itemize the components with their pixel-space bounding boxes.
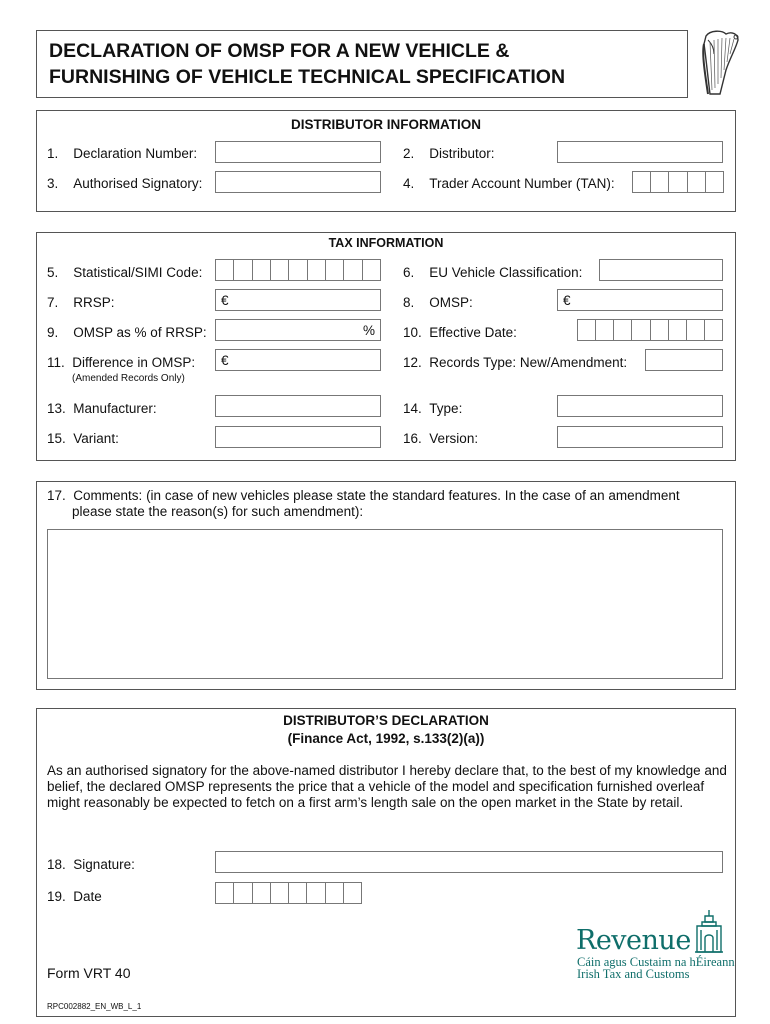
label-omsp: 8. OMSP:: [403, 295, 473, 310]
simi-code-input[interactable]: [215, 259, 381, 281]
form-name: Form VRT 40: [47, 965, 131, 981]
type-input[interactable]: [557, 395, 723, 417]
label-manufacturer: 13. Manufacturer:: [47, 401, 157, 416]
label-date: 19. Date: [47, 889, 102, 904]
label-records-type: 12. Records Type: New/Amendment:: [403, 355, 628, 370]
customs-house-icon: [693, 908, 725, 954]
comments-textarea[interactable]: [47, 529, 723, 679]
form-title-box: [36, 30, 688, 98]
euro-symbol: €: [563, 293, 571, 308]
label-comments: 17. Comments: (in case of new vehicles please state the standard features. In the case of an amendment: [47, 488, 680, 503]
label-difference-omsp: 11. Difference in OMSP:: [47, 355, 196, 370]
euro-symbol: €: [221, 353, 229, 368]
label-version: 16. Version:: [403, 431, 479, 446]
label-variant: 15. Variant:: [47, 431, 119, 446]
label-distributor: 2. Distributor:: [403, 146, 495, 161]
revenue-irish-tagline: Cáin agus Custaim na hÉireann: [577, 955, 735, 969]
harp-emblem-icon: [696, 28, 744, 98]
revenue-english-tagline: Irish Tax and Customs: [577, 967, 690, 981]
label-eu-classification: 6. EU Vehicle Classification:: [403, 265, 583, 280]
revenue-logo-word: Revenue: [576, 925, 691, 956]
version-input[interactable]: [557, 426, 723, 448]
label-signature: 18. Signature:: [47, 857, 135, 872]
declaration-subheading: (Finance Act, 1992, s.133(2)(a)): [287, 731, 485, 746]
signature-input[interactable]: [215, 851, 723, 873]
effective-date-input[interactable]: [577, 319, 723, 341]
form-code: RPC002882_EN_WB_L_1: [47, 1002, 142, 1011]
date-input[interactable]: [215, 882, 362, 904]
distributor-info-heading: DISTRIBUTOR INFORMATION: [291, 117, 481, 132]
label-omsp-percent: 9. OMSP as % of RRSP:: [47, 325, 207, 340]
eu-classification-input[interactable]: [599, 259, 723, 281]
label-type: 14. Type:: [403, 401, 463, 416]
form-title-line2: FURNISHING OF VEHICLE TECHNICAL SPECIFICATION: [49, 66, 566, 88]
label-authorised-signatory: 3. Authorised Signatory:: [47, 176, 203, 191]
euro-symbol: €: [221, 293, 229, 308]
declaration-text: As an authorised signatory for the above-named distributor I hereby declare that, to the best of my knowledge and belief, the declared OMSP represents the price that a vehicle of the model and specification furnished overleaf might reasonably be expected to fetch on a first arm’s length sale on the open market in the State by retail.: [47, 763, 727, 810]
label-simi-code: 5. Statistical/SIMI Code:: [47, 265, 203, 280]
difference-omsp-input[interactable]: [215, 349, 381, 371]
omsp-percent-input[interactable]: [215, 319, 381, 341]
distributor-input[interactable]: [557, 141, 723, 163]
percent-symbol: %: [362, 323, 375, 338]
form-title-line1: DECLARATION OF OMSP FOR A NEW VEHICLE &: [49, 40, 510, 62]
label-rrsp: 7. RRSP:: [47, 295, 115, 310]
authorised-signatory-input[interactable]: [215, 171, 381, 193]
tan-input[interactable]: [632, 171, 724, 193]
label-tan: 4. Trader Account Number (TAN):: [403, 176, 615, 191]
rrsp-input[interactable]: [215, 289, 381, 311]
amended-records-note: (Amended Records Only): [72, 373, 185, 384]
tax-info-heading: TAX INFORMATION: [328, 236, 444, 250]
label-declaration-number: 1. Declaration Number:: [47, 146, 198, 161]
variant-input[interactable]: [215, 426, 381, 448]
label-effective-date: 10. Effective Date:: [403, 325, 517, 340]
label-comments-line2: please state the reason(s) for such amendment):: [72, 504, 364, 519]
declaration-number-input[interactable]: [215, 141, 381, 163]
manufacturer-input[interactable]: [215, 395, 381, 417]
records-type-input[interactable]: [645, 349, 723, 371]
omsp-input[interactable]: [557, 289, 723, 311]
declaration-heading: DISTRIBUTOR’S DECLARATION: [283, 713, 489, 728]
